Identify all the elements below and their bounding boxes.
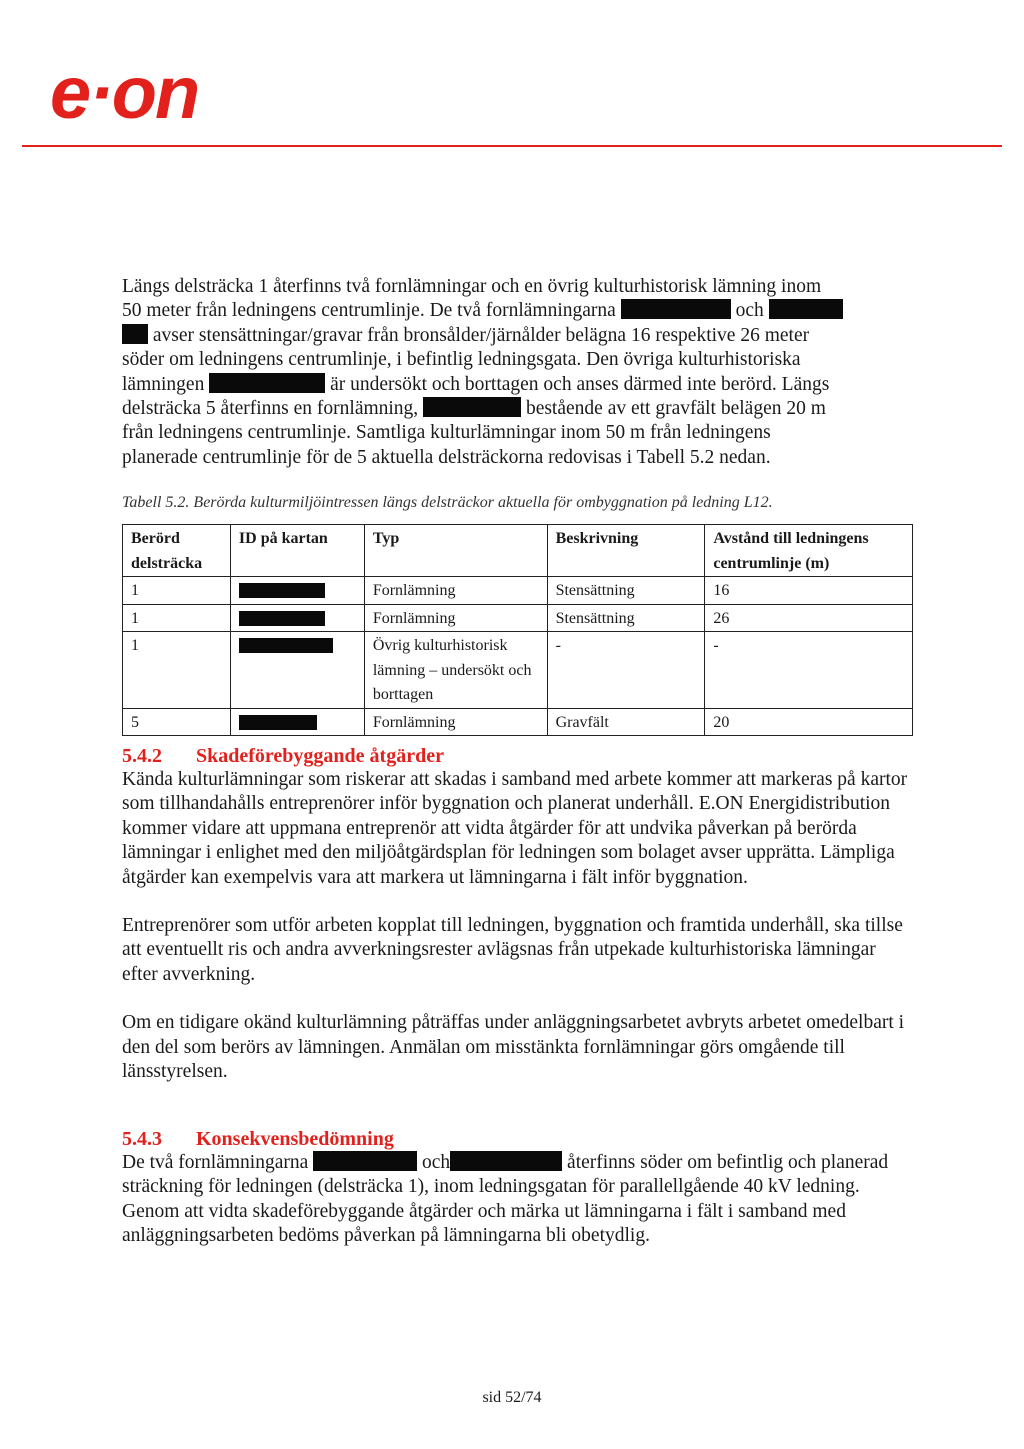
- table-cell: [230, 604, 364, 632]
- section-number: 5.4.3: [122, 1128, 162, 1150]
- table-cell: Stensättning: [547, 604, 705, 632]
- header-rule: [22, 145, 1002, 147]
- table-cell: -: [547, 632, 705, 709]
- column-header: Avstånd till ledningens centrumlinje (m): [705, 525, 913, 577]
- intro-line: planerade centrumlinje för de 5 aktuella delsträckorna redovisas i Tabell 5.2 nedan.: [122, 446, 771, 468]
- redaction-box: [239, 638, 333, 653]
- section-heading: [122, 1127, 912, 1151]
- section-title: Konsekvensbedömning: [196, 1128, 394, 1150]
- table-cell: 16: [705, 577, 913, 605]
- page-number: sid 52/74: [482, 1389, 542, 1406]
- section-heading: [122, 744, 912, 768]
- eon-logo: [50, 62, 260, 132]
- table-row: [123, 708, 913, 736]
- table-cell: -: [705, 632, 913, 709]
- data-table: [122, 524, 913, 736]
- redaction-box: [122, 324, 148, 344]
- column-header: Beskrivning: [547, 525, 705, 577]
- table-cell: Fornlämning: [364, 708, 547, 736]
- table-caption: Tabell 5.2. Berörda kulturmiljöintressen längs delsträckor aktuella för ombyggnation på ledning L12.: [122, 494, 773, 511]
- intro-line: lämningen är undersökt och borttagen och anses därmed inte berörd. Längs: [122, 373, 830, 395]
- redaction-box: [239, 715, 317, 730]
- table-header-row: [123, 525, 913, 577]
- body-paragraph: Kända kulturlämningar som riskerar att skadas i samband med arbete kommer att markeras på kartor som tillhandahålls entreprenörer inför byggnation och planerat underhåll. E.ON Energidistribution kommer vidare att uppmana entreprenör att vidta åtgärder för att undvika påverkan på berörda lämningar i enlighet med den miljöåtgärdsplan för ledningen som bolaget avser upprätta. Lämpliga åtgärder kan exempelvis vara att markera ut lämningarna i fält inför byggnation.: [122, 769, 908, 888]
- table-cell: Övrig kulturhistorisk lämning – undersökt och borttagen: [364, 632, 547, 709]
- redaction-box: [769, 299, 843, 319]
- intro-line: delsträcka 5 återfinns en fornlämning, bestående av ett gravfält belägen 20 m: [122, 398, 826, 420]
- table-cell: 1: [123, 577, 231, 605]
- intro-paragraph: [122, 275, 912, 470]
- table-cell: Fornlämning: [364, 604, 547, 632]
- redaction-box: [209, 373, 325, 393]
- table-cell: 1: [123, 632, 231, 709]
- table-row: [123, 604, 913, 632]
- table-cell: 1: [123, 604, 231, 632]
- intro-line: Längs delsträcka 1 återfinns två fornlämningar och en övrig kulturhistorisk lämning inom: [122, 276, 822, 297]
- svg-text:e·on: e·on: [50, 62, 199, 132]
- column-header: Typ: [364, 525, 547, 577]
- section-543: [122, 1127, 912, 1249]
- table-cell: 5: [123, 708, 231, 736]
- table-cell: Gravfält: [547, 708, 705, 736]
- table-cell: 20: [705, 708, 913, 736]
- redaction-box: [423, 397, 521, 417]
- table-row: [123, 632, 913, 709]
- intro-line: 50 meter från ledningens centrumlinje. De två fornlämningarna och: [122, 299, 912, 323]
- intro-line: från ledningens centrumlinje. Samtliga kulturlämningar inom 50 m från ledningens: [122, 422, 771, 444]
- table-cell: Fornlämning: [364, 577, 547, 605]
- table-cell: [230, 632, 364, 709]
- table-cell: [230, 708, 364, 736]
- column-header: Berörd delsträcka: [123, 525, 231, 577]
- body-paragraph: De två fornlämningarna och återfinns söder om befintlig och planerad sträckning för ledningen (delsträcka 1), inom ledningsgatan för parallellgående 40 kV ledning. Genom att vidta skadeförebyggande åtgärder och märka ut lämningarna i fält i samband med anläggningsarbeten bedöms påverkan på lämningarna bli obetydlig.: [122, 1152, 889, 1247]
- redaction-box: [239, 583, 325, 598]
- table-cell: Stensättning: [547, 577, 705, 605]
- intro-line: avser stensättningar/gravar från bronsålder/järnålder belägna 16 respektive 26 meter: [122, 324, 912, 348]
- redaction-box: [450, 1151, 562, 1171]
- section-title: Skadeförebyggande åtgärder: [196, 745, 444, 767]
- section-542: [122, 744, 912, 1084]
- redaction-box: [621, 299, 731, 319]
- table-cell: [230, 577, 364, 605]
- column-header: ID på kartan: [230, 525, 364, 577]
- redaction-box: [313, 1151, 417, 1171]
- body-paragraph: Entreprenörer som utför arbeten kopplat till ledningen, byggnation och framtida underhåll, ska tillse att eventuellt ris och andra avverkningsrester avlägsnas från utpekade kulturhistoriska lämningar efter avverkning.: [122, 915, 903, 985]
- redaction-box: [239, 611, 325, 626]
- table-row: [123, 577, 913, 605]
- section-number: 5.4.2: [122, 745, 162, 767]
- table-cell: 26: [705, 604, 913, 632]
- intro-line: söder om ledningens centrumlinje, i befintlig ledningsgata. Den övriga kulturhistoriska: [122, 349, 801, 371]
- body-paragraph: Om en tidigare okänd kulturlämning påträffas under anläggningsarbetet avbryts arbetet omedelbart i den del som berörs av lämningen. Anmälan om misstänkta fornlämningar görs omgående till länsstyrelsen.: [122, 1012, 905, 1083]
